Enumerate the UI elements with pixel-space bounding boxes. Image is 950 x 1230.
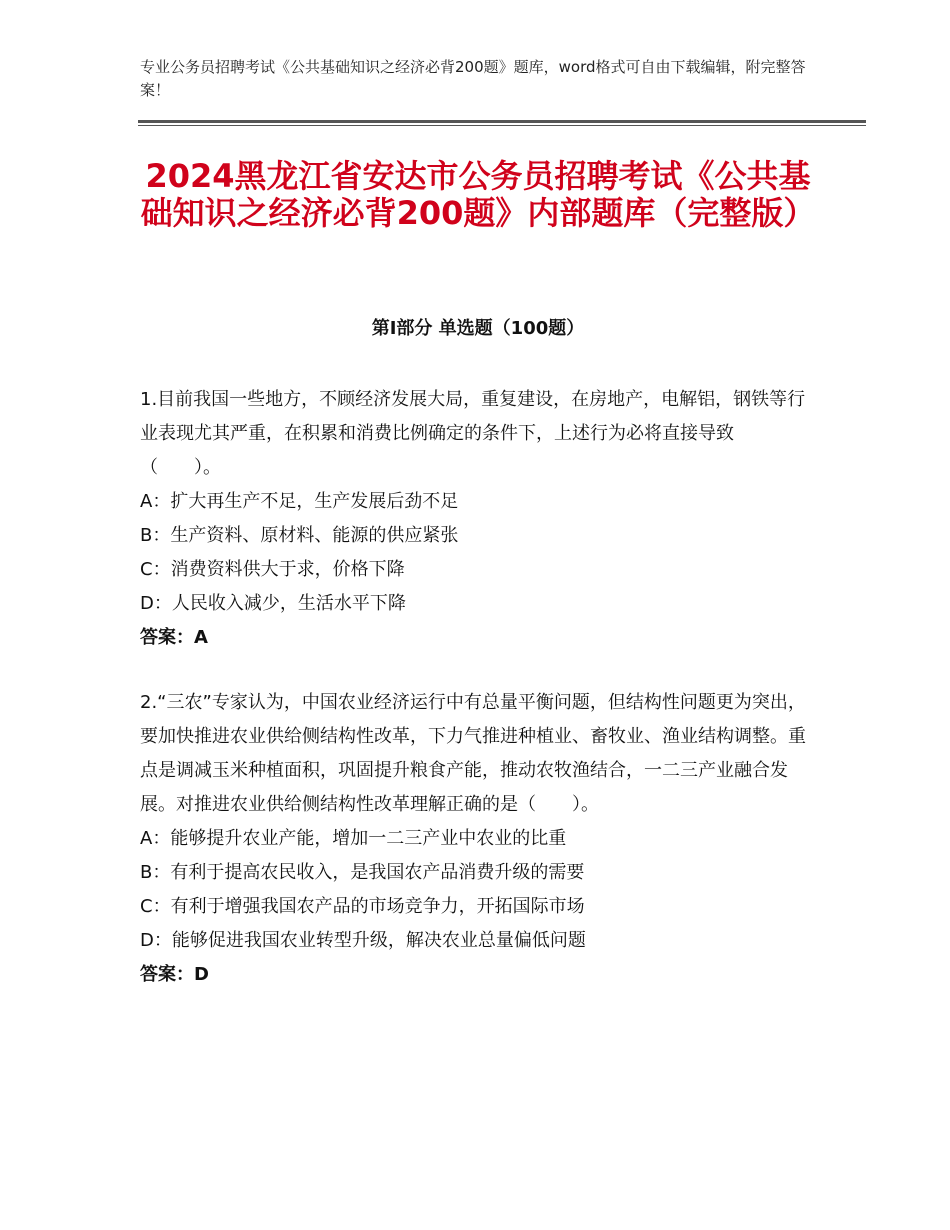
header-divider-thin [138,125,866,126]
answer-label: 答案：D [140,964,209,985]
question-stem: 2.“三农”专家认为，中国农业经济运行中有总量平衡问题，但结构性问题更为突出，要加快推进农业供给侧结构性改革，下力气推进种植业、畜牧业、渔业结构调整。重点是调减玉米种植面积，巩固提升粮食产能，推动农牧渔结合，一二三产业融合发展。对推进农业供给侧结构性改革理解正确的是（ ）。 [140,692,806,815]
option-c: C：消费资料供大于求，价格下降 [140,559,405,580]
answer-label: 答案：A [140,627,208,648]
section-title: 第Ⅰ部分 单选题（100题） [371,318,585,339]
header-divider-thick [138,120,866,123]
option-a: A：能够提升农业产能，增加一二三产业中农业的比重 [140,828,567,849]
question-1 [140,383,810,655]
question-2 [140,686,810,992]
option-c: C：有利于增强我国农产品的市场竞争力，开拓国际市场 [140,896,585,917]
option-d: D：能够促进我国农业转型升级，解决农业总量偏低问题 [140,930,586,951]
document-title: 2024黑龙江省安达市公务员招聘考试《公共基础知识之经济必背200题》内部题库（完整版） [140,157,816,232]
header-note: 专业公务员招聘考试《公共基础知识之经济必背200题》题库，word格式可自由下载编辑，附完整答案！ [140,58,806,99]
option-a: A：扩大再生产不足，生产发展后劲不足 [140,491,459,512]
option-b: B：有利于提高农民收入，是我国农产品消费升级的需要 [140,862,585,883]
question-stem: 1.目前我国一些地方，不顾经济发展大局，重复建设，在房地产，电解铝，钢铁等行业表现尤其严重，在积累和消费比例确定的条件下，上述行为必将直接导致（ ）。 [140,389,806,478]
option-d: D：人民收入减少，生活水平下降 [140,593,406,614]
option-b: B：生产资料、原材料、能源的供应紧张 [140,525,459,546]
